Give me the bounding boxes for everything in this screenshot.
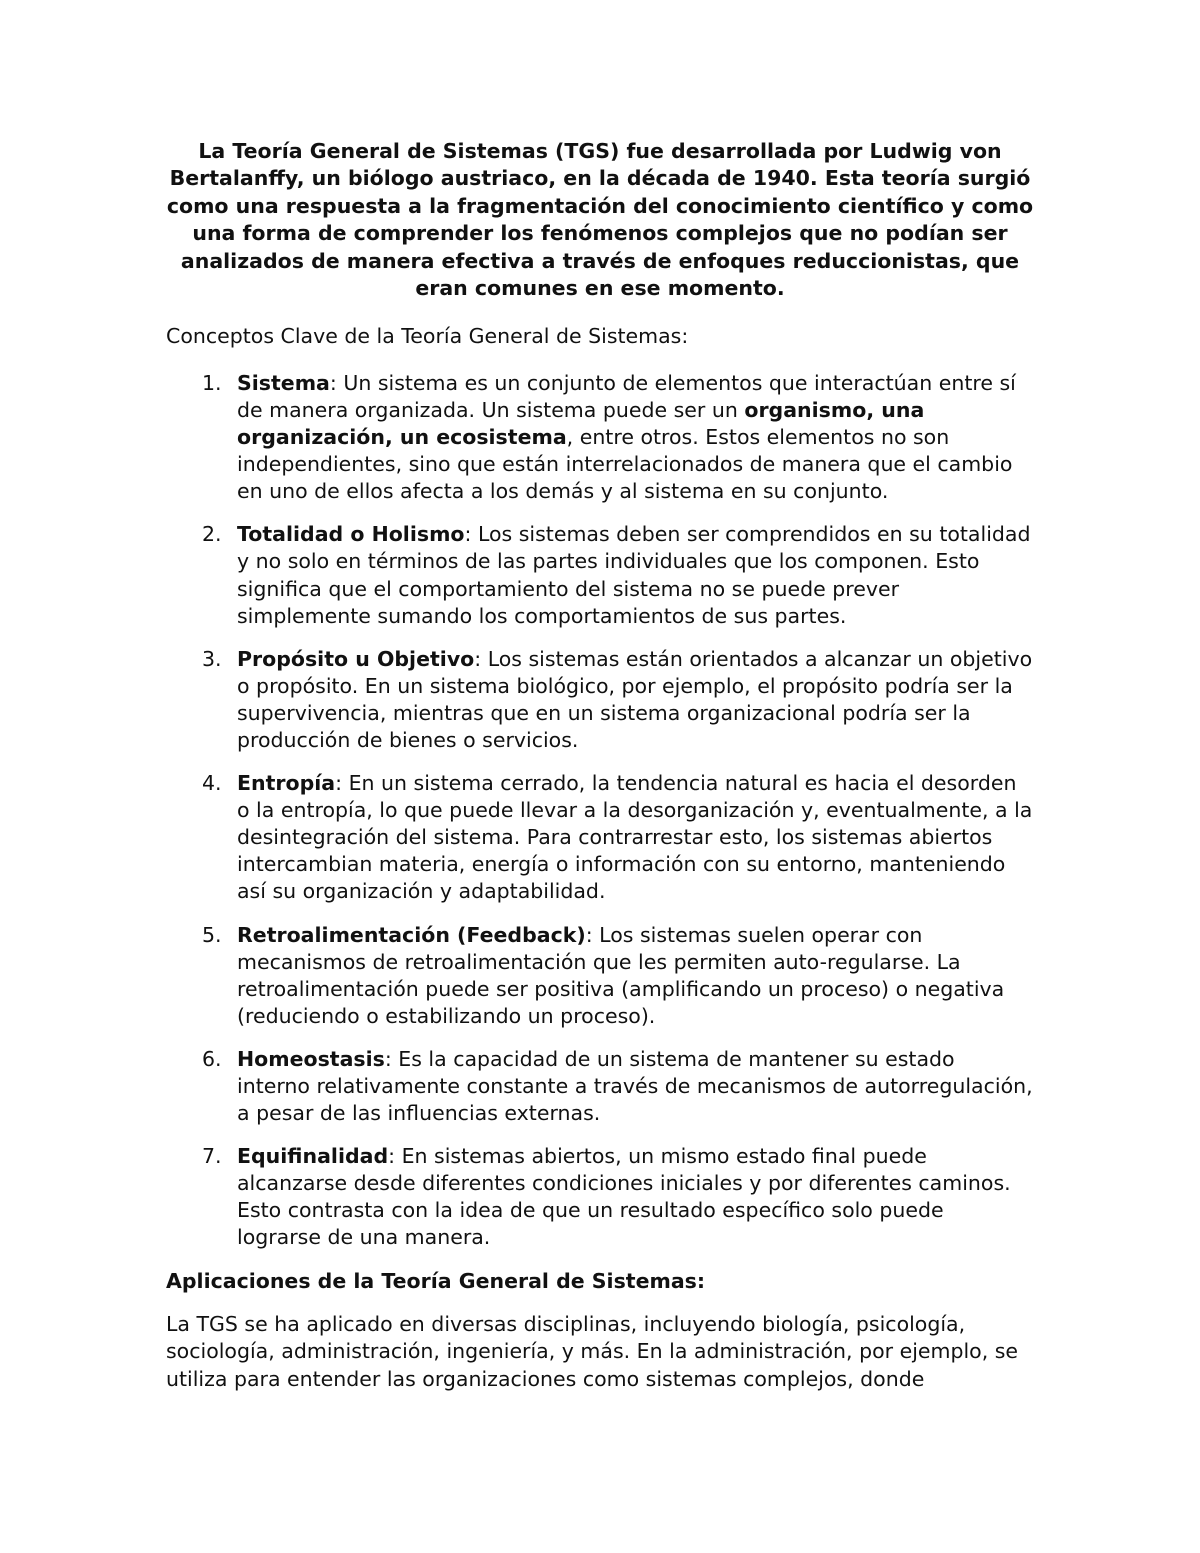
concept-text: : Un sistema es un conjunto de elementos que interactúan entre sí de manera organizada. Un sistema puede ser un [237, 370, 1016, 422]
concept-term: Equifinalidad [237, 1144, 389, 1169]
concept-text: : Los sistemas deben ser comprendidos en su totalidad y no solo en términos de las partes individuales que los componen. Esto significa que el comportamiento del sistema no se puede prever simplemente sumando los comportamientos de sus partes. [237, 522, 1031, 628]
applications-heading: Aplicaciones de la Teoría General de Sistemas: [166, 1268, 706, 1293]
concept-text: : En un sistema cerrado, la tendencia natural es hacia el desorden o la entropía, lo que puede llevar a la desorganización y, eventualmente, a la desintegración del sistema. Para contrarrestar esto, los sistemas abiertos intercambian materia, energía o información con su entorno, manteniendo así su organización y adaptabilidad. [237, 771, 1033, 904]
concept-term: Propósito u Objetivo [237, 646, 475, 671]
concept-text: : Los sistemas están orientados a alcanzar un objetivo o propósito. En un sistema biológico, por ejemplo, el propósito podría ser la supervivencia, mientras que en un sistema organizacional podría ser la producción de bienes o servicios. [237, 646, 1033, 752]
concept-term: Retroalimentación (Feedback) [237, 922, 586, 947]
concept-text: : En sistemas abiertos, un mismo estado final puede alcanzarse desde diferentes condiciones iniciales y por diferentes caminos. Esto contrasta con la idea de que un resultado específico solo puede lograrse de una manera. [237, 1144, 1011, 1250]
concept-term: Totalidad o Holismo [237, 522, 465, 547]
concept-text: : Es la capacidad de un sistema de mantener su estado interno relativamente constante a través de mecanismos de autorregulación, a pesar de las influencias externas. [237, 1046, 1033, 1126]
intro-paragraph: La Teoría General de Sistemas (TGS) fue desarrollada por Ludwig von Bertalanffy, un biólogo austriaco, en la década de 1940. Esta teoría surgió como una respuesta a la fragmentación del conocimiento científico y como una forma de comprender los fenómenos complejos que no podían ser analizados de manera efectiva a través de enfoques reduccionistas, que eran comunes en ese momento. [166, 139, 1034, 301]
concept-item-retroalimentacion [166, 922, 1034, 1030]
concept-item-entropia [166, 770, 1034, 905]
list-number: 7. [202, 1144, 222, 1169]
concepts-list [166, 370, 1034, 1252]
concept-term: Sistema [237, 370, 330, 395]
concepts-heading: Conceptos Clave de la Teoría General de Sistemas: [166, 324, 689, 349]
applications-paragraph: La TGS se ha aplicado en diversas disciplinas, incluyendo biología, psicología, sociología, administración, ingeniería, y más. En la administración, por ejemplo, se utiliza para entender las organizaciones como sistemas complejos, donde [166, 1311, 1019, 1391]
concept-item-sistema [166, 370, 1034, 505]
concept-item-totalidad [166, 521, 1034, 629]
list-number: 2. [202, 522, 222, 547]
concept-item-proposito [166, 646, 1034, 754]
concept-bold-examples: organismo, una organización, un ecosistema [237, 397, 925, 450]
concept-term: Entropía [237, 771, 336, 796]
list-number: 5. [202, 922, 222, 947]
concept-item-homeostasis [166, 1046, 1034, 1127]
list-number: 1. [202, 370, 222, 395]
concept-term: Homeostasis [237, 1046, 385, 1071]
concept-text-continued: , entre otros. Estos elementos no son independientes, sino que están interrelacionados de manera que el cambio en uno de ellos afecta a los demás y al sistema en su conjunto. [237, 425, 1013, 504]
concept-item-equifinalidad [166, 1143, 1034, 1251]
concept-text: : Los sistemas suelen operar con mecanismos de retroalimentación que les permiten auto-regularse. La retroalimentación puede ser positiva (amplificando un proceso) o negativa (reduciendo o estabilizando un proceso). [237, 922, 1005, 1028]
list-number: 6. [202, 1046, 222, 1071]
list-number: 4. [202, 771, 222, 796]
list-number: 3. [202, 646, 222, 671]
